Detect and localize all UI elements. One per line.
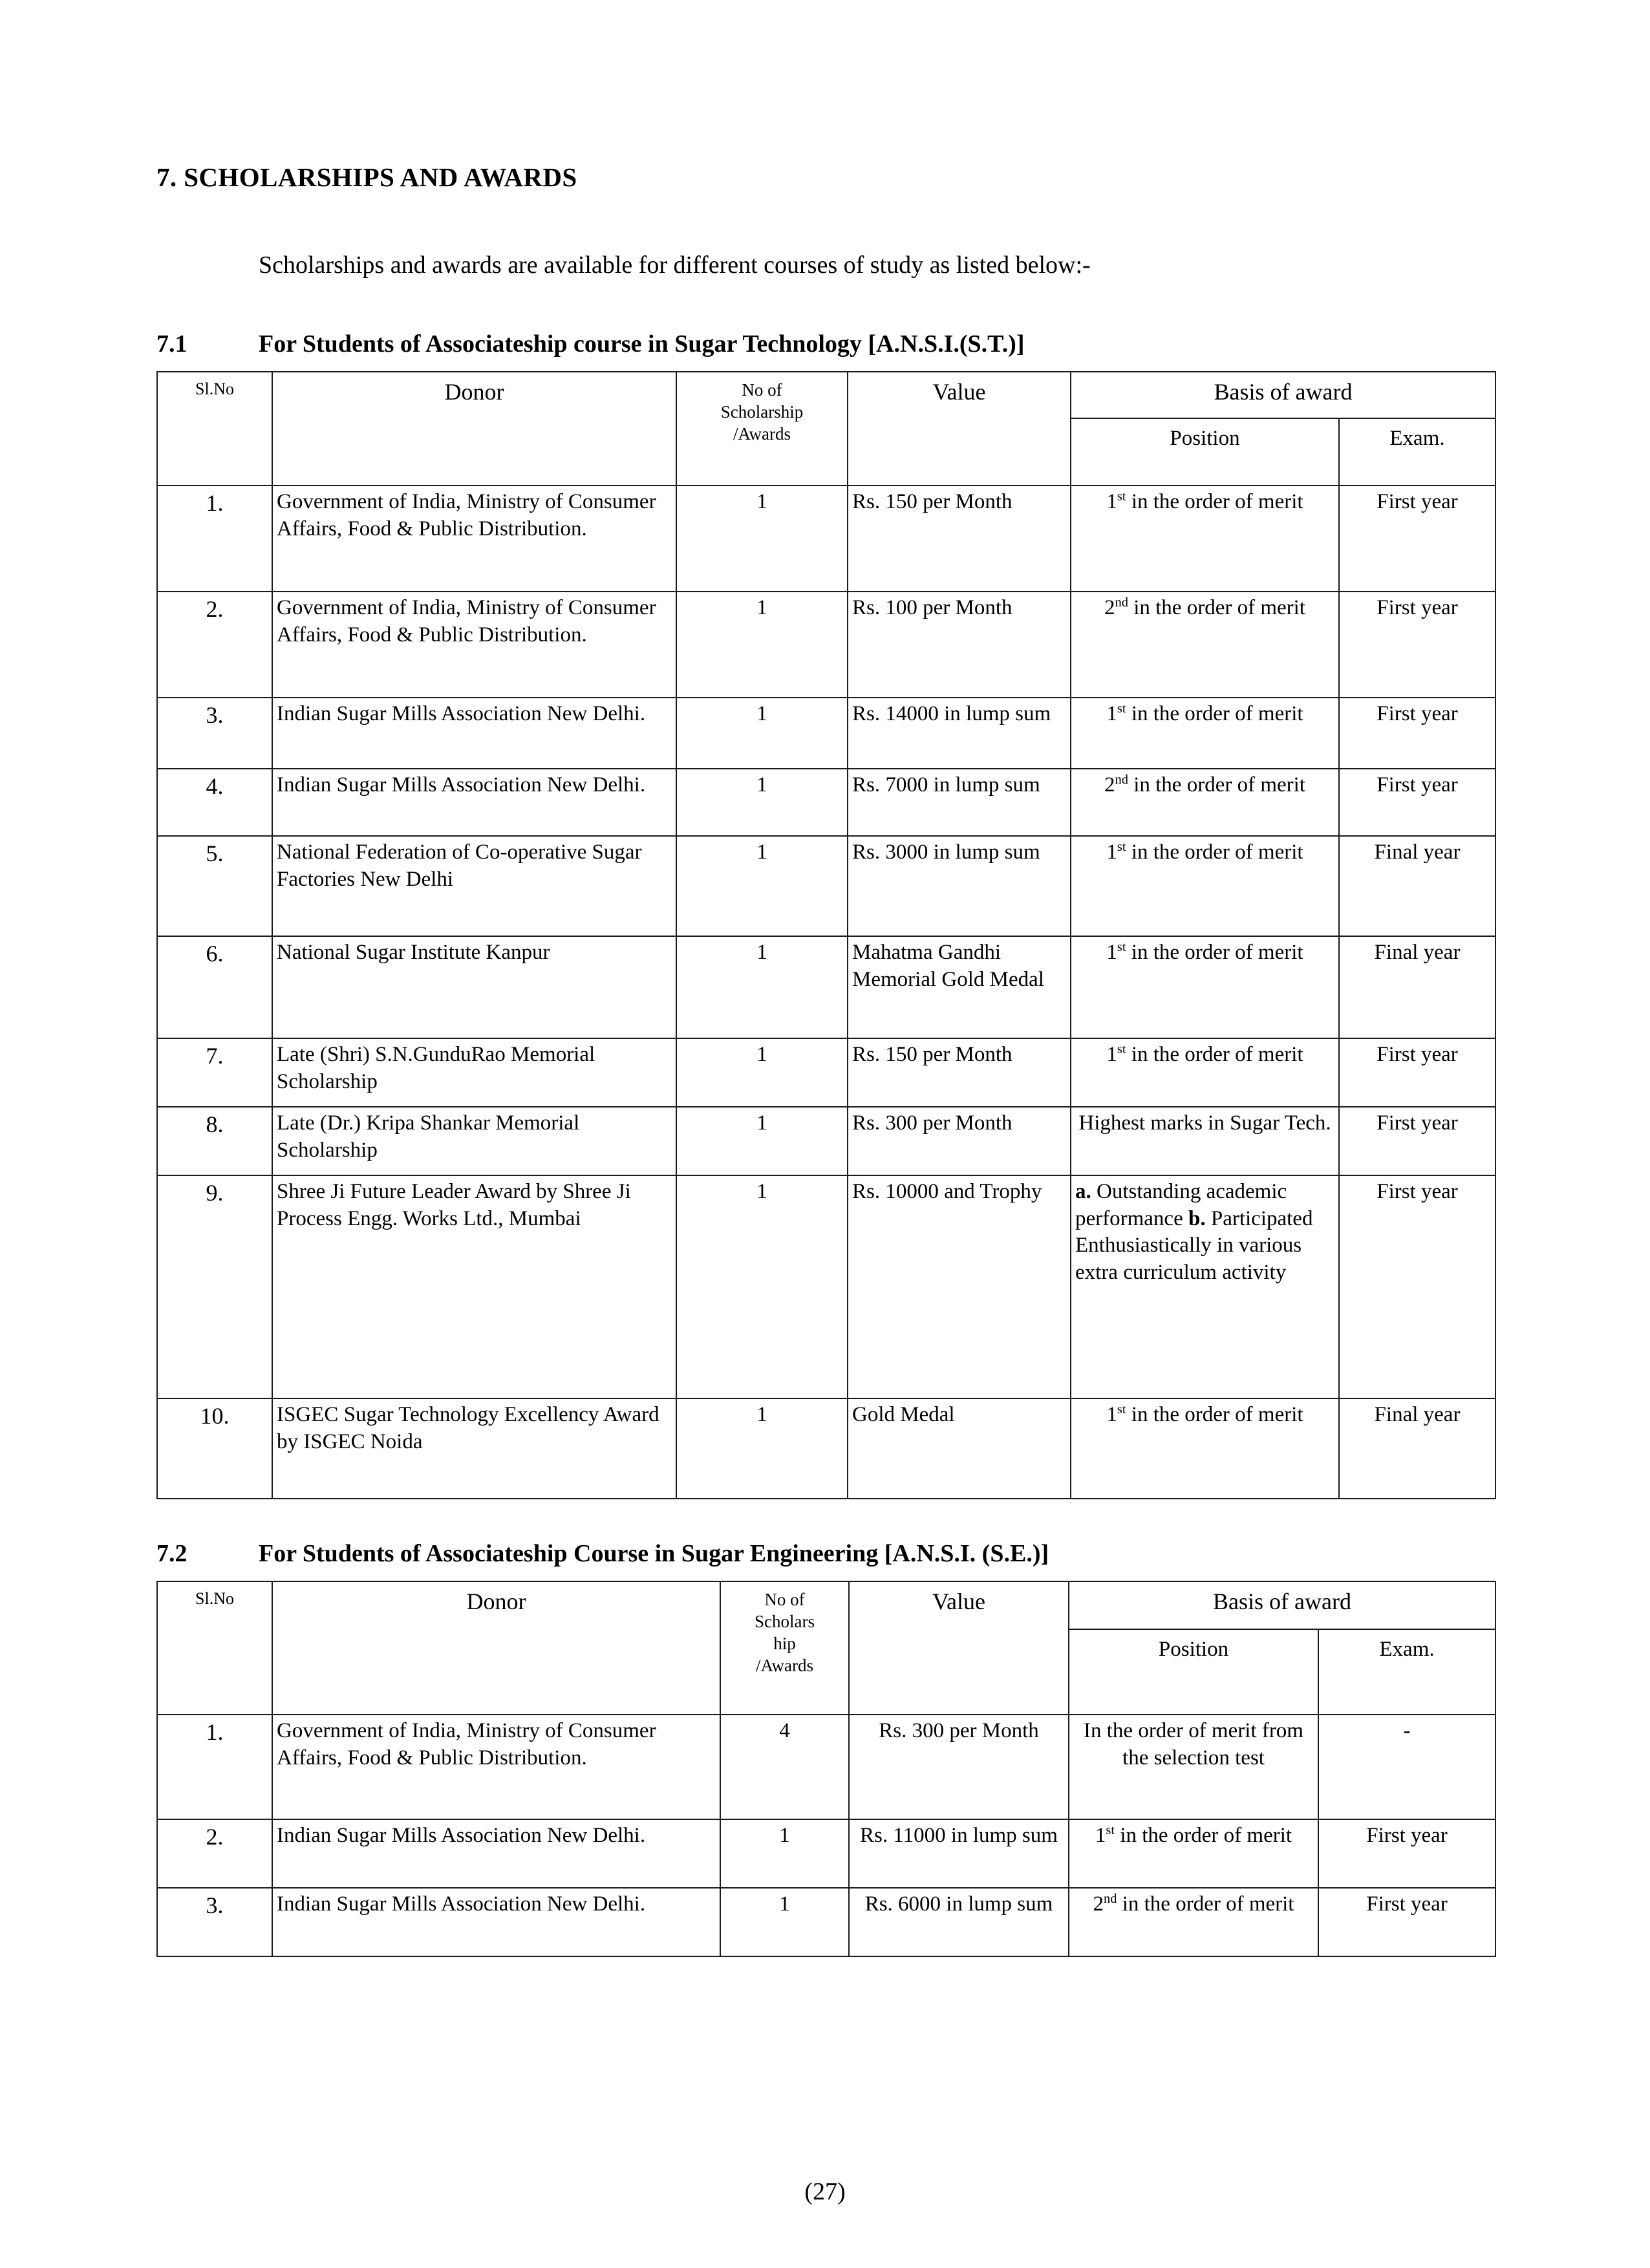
cell-donor: Indian Sugar Mills Association New Delhi. (272, 769, 676, 836)
table-row (157, 769, 1495, 836)
position-text: in the order of merit (1126, 941, 1303, 964)
position-text: in the order of merit (1117, 1892, 1294, 1916)
position-ordinal-number: 1 (1095, 1824, 1106, 1847)
position-ordinal-number: 2 (1104, 596, 1115, 619)
cell-slno: 1. (157, 1715, 272, 1819)
cell-slno: 6. (157, 936, 272, 1038)
cell-position (1071, 836, 1339, 936)
cell-value: Rs. 11000 in lump sum (849, 1819, 1069, 1888)
position-ordinal-suffix: st (1117, 840, 1126, 854)
table-row (157, 1819, 1495, 1888)
page-content (156, 0, 1495, 1957)
cell-position (1069, 1888, 1318, 1956)
position-ordinal-number: 1 (1106, 840, 1117, 864)
table-row (157, 1038, 1495, 1107)
cell-donor: Late (Shri) S.N.GunduRao Memorial Scholarship (272, 1038, 676, 1107)
intro-paragraph: Scholarships and awards are available for different courses of study as listed below:- (259, 251, 1091, 279)
cell-donor: Indian Sugar Mills Association New Delhi. (272, 1888, 720, 1956)
cell-exam: First year (1339, 769, 1495, 836)
cell-count: 1 (676, 1175, 848, 1398)
table-row (157, 592, 1495, 698)
cell-exam: First year (1339, 486, 1495, 592)
table2-th-donor: Donor (272, 1581, 720, 1715)
position-ordinal-number: 1 (1106, 1043, 1117, 1066)
table2-body (157, 1715, 1495, 1956)
cell-donor: Late (Dr.) Kripa Shankar Memorial Scholarship (272, 1107, 676, 1175)
table2-th-count-line1: No of (764, 1590, 805, 1609)
cell-value: Rs. 150 per Month (848, 486, 1071, 592)
table-row (157, 1107, 1495, 1175)
cell-count: 1 (676, 936, 848, 1038)
position-ordinal-suffix: st (1117, 1402, 1126, 1417)
cell-donor: Indian Sugar Mills Association New Delhi. (272, 698, 676, 769)
cell-donor: ISGEC Sugar Technology Excellency Award by ISGEC Noida (272, 1398, 676, 1499)
cell-exam: - (1318, 1715, 1495, 1819)
table2-th-basis: Basis of award (1069, 1581, 1495, 1629)
cell-slno: 2. (157, 1819, 272, 1888)
table1-th-count-line1: No of (742, 380, 782, 400)
scholarships-table-sugar-engineering (156, 1581, 1496, 1957)
position-text: in the order of merit (1115, 1824, 1292, 1847)
position-ordinal-suffix: st (1117, 940, 1126, 954)
table1-th-slno: Sl.No (157, 372, 272, 486)
cell-position (1071, 1038, 1339, 1107)
position-text: in the order of merit (1126, 490, 1303, 513)
cell-donor: Government of India, Ministry of Consumer Affairs, Food & Public Distribution. (272, 1715, 720, 1819)
position-text: in the order of merit (1126, 1043, 1303, 1066)
table-row (157, 1888, 1495, 1956)
position-ordinal-suffix: st (1117, 1042, 1126, 1056)
table-row (157, 836, 1495, 936)
table-row (157, 698, 1495, 769)
cell-count: 1 (676, 1038, 848, 1107)
table2-th-count-line4: /Awards (755, 1656, 813, 1676)
position-bullet-a-label: a. (1075, 1180, 1091, 1203)
table2-th-count-line3: hip (773, 1634, 796, 1654)
cell-position (1071, 1175, 1339, 1398)
table-row (157, 1715, 1495, 1819)
cell-count: 1 (676, 769, 848, 836)
cell-slno: 7. (157, 1038, 272, 1107)
position-ordinal-number: 2 (1104, 773, 1115, 797)
table-row (157, 1175, 1495, 1398)
subsection-heading-7-2 (156, 1499, 1495, 1568)
cell-count: 1 (720, 1819, 849, 1888)
cell-position: Highest marks in Sugar Tech. (1071, 1107, 1339, 1175)
table2-th-count (720, 1581, 849, 1715)
cell-exam: First year (1339, 592, 1495, 698)
position-ordinal-number: 1 (1106, 490, 1117, 513)
cell-slno: 4. (157, 769, 272, 836)
position-ordinal-number: 2 (1093, 1892, 1104, 1916)
cell-count: 4 (720, 1715, 849, 1819)
position-text: in the order of merit (1126, 1403, 1303, 1426)
position-text: in the order of merit (1126, 702, 1303, 725)
cell-donor: Government of India, Ministry of Consumer Affairs, Food & Public Distribution. (272, 486, 676, 592)
cell-exam: Final year (1339, 836, 1495, 936)
table2-th-exam: Exam. (1318, 1629, 1495, 1715)
cell-exam: First year (1339, 1175, 1495, 1398)
cell-value: Rs. 300 per Month (848, 1107, 1071, 1175)
cell-slno: 2. (157, 592, 272, 698)
table1-th-position: Position (1071, 418, 1339, 486)
cell-count: 1 (676, 836, 848, 936)
cell-value: Gold Medal (848, 1398, 1071, 1499)
position-ordinal-suffix: nd (1115, 773, 1128, 787)
table2-th-value: Value (849, 1581, 1069, 1715)
subsection-number-7-2: 7.2 (156, 1540, 188, 1567)
cell-slno: 3. (157, 698, 272, 769)
cell-position (1071, 486, 1339, 592)
cell-value: Rs. 7000 in lump sum (848, 769, 1071, 836)
table1-th-value: Value (848, 372, 1071, 486)
table1-header-row-1 (157, 372, 1495, 418)
cell-value: Rs. 100 per Month (848, 592, 1071, 698)
cell-exam: First year (1318, 1819, 1495, 1888)
cell-value: Rs. 10000 and Trophy (848, 1175, 1071, 1398)
table2-th-position: Position (1069, 1629, 1318, 1715)
cell-exam: Final year (1339, 936, 1495, 1038)
cell-position (1071, 936, 1339, 1038)
cell-value: Rs. 14000 in lump sum (848, 698, 1071, 769)
page-title: 7. SCHOLARSHIPS AND AWARDS (156, 162, 577, 192)
cell-position (1069, 1819, 1318, 1888)
table-row (157, 1398, 1495, 1499)
position-ordinal-number: 1 (1106, 941, 1117, 964)
cell-count: 1 (676, 1107, 848, 1175)
position-ordinal-suffix: nd (1115, 595, 1128, 610)
cell-donor: Indian Sugar Mills Association New Delhi. (272, 1819, 720, 1888)
subsection-title-7-2: For Students of Associateship Course in Sugar Engineering [A.N.S.I. (S.E.)] (259, 1540, 1049, 1567)
position-text: in the order of merit (1128, 596, 1305, 619)
page-number: (27) (804, 2178, 846, 2205)
cell-slno: 5. (157, 836, 272, 936)
position-bullet-b-label: b. (1188, 1206, 1206, 1230)
scholarships-table-sugar-technology (156, 371, 1496, 1499)
cell-slno: 1. (157, 486, 272, 592)
cell-exam: First year (1339, 698, 1495, 769)
cell-count: 1 (720, 1888, 849, 1956)
table1-th-exam: Exam. (1339, 418, 1495, 486)
cell-count: 1 (676, 486, 848, 592)
table1-th-count-line2: Scholarship (720, 402, 804, 422)
table1-th-donor: Donor (272, 372, 676, 486)
cell-count: 1 (676, 592, 848, 698)
cell-position (1071, 769, 1339, 836)
cell-slno: 9. (157, 1175, 272, 1398)
position-bullet-a-text: Outstanding academic performance (1075, 1180, 1287, 1230)
position-ordinal-suffix: st (1117, 701, 1126, 716)
cell-count: 1 (676, 1398, 848, 1499)
cell-position (1071, 698, 1339, 769)
position-text: in the order of merit (1128, 773, 1305, 797)
position-ordinal-suffix: st (1117, 489, 1126, 504)
cell-exam: First year (1339, 1038, 1495, 1107)
cell-position: In the order of merit from the selection test (1069, 1715, 1318, 1819)
cell-value: Rs. 3000 in lump sum (848, 836, 1071, 936)
cell-slno: 3. (157, 1888, 272, 1956)
cell-value: Mahatma Gandhi Memorial Gold Medal (848, 936, 1071, 1038)
cell-value: Rs. 300 per Month (849, 1715, 1069, 1819)
cell-count: 1 (676, 698, 848, 769)
cell-donor: Shree Ji Future Leader Award by Shree Ji Process Engg. Works Ltd., Mumbai (272, 1175, 676, 1398)
cell-slno: 8. (157, 1107, 272, 1175)
position-ordinal-number: 1 (1106, 702, 1117, 725)
subsection-heading-7-1 (156, 279, 1495, 358)
table1-th-count (676, 372, 848, 486)
table2-header (157, 1581, 1495, 1715)
position-ordinal-suffix: st (1106, 1823, 1115, 1837)
position-bullet-b-text: Participated Enthusiastically in various extra curriculum activity (1075, 1206, 1313, 1284)
position-text: in the order of merit (1126, 840, 1303, 864)
subsection-number-7-1: 7.1 (156, 330, 188, 358)
cell-donor: National Federation of Co-operative Sugar Factories New Delhi (272, 836, 676, 936)
table-row (157, 936, 1495, 1038)
table2-header-row-1 (157, 1581, 1495, 1629)
subsection-title-7-1: For Students of Associateship course in Sugar Technology [A.N.S.I.(S.T.)] (259, 330, 1025, 358)
cell-slno: 10. (157, 1398, 272, 1499)
table-row (157, 486, 1495, 592)
cell-value: Rs. 6000 in lump sum (849, 1888, 1069, 1956)
position-ordinal-suffix: nd (1104, 1892, 1117, 1906)
table1-th-count-line3: /Awards (733, 424, 791, 444)
cell-donor: Government of India, Ministry of Consumer Affairs, Food & Public Distribution. (272, 592, 676, 698)
cell-position (1071, 1398, 1339, 1499)
cell-exam: First year (1318, 1888, 1495, 1956)
table1-th-basis: Basis of award (1071, 372, 1495, 418)
cell-donor: National Sugar Institute Kanpur (272, 936, 676, 1038)
cell-value: Rs. 150 per Month (848, 1038, 1071, 1107)
position-ordinal-number: 1 (1106, 1403, 1117, 1426)
table2-th-count-line2: Scholars (755, 1612, 815, 1632)
table2-th-slno: Sl.No (157, 1581, 272, 1715)
cell-position (1071, 592, 1339, 698)
cell-exam: First year (1339, 1107, 1495, 1175)
cell-exam: Final year (1339, 1398, 1495, 1499)
table1-body (157, 486, 1495, 1499)
table1-header (157, 372, 1495, 486)
